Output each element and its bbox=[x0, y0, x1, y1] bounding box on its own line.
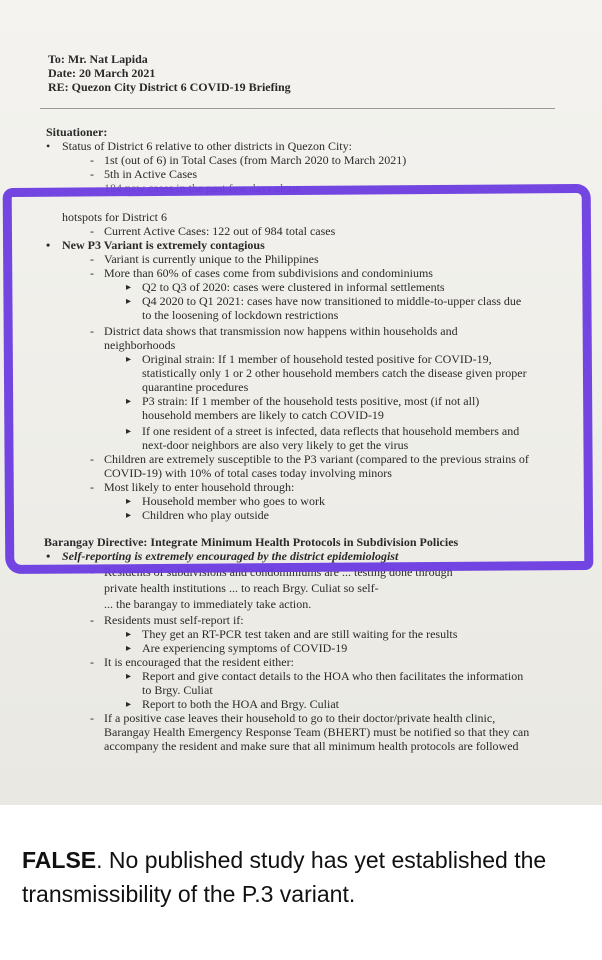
new-cases-partial: 184 new cases in the past few days alone bbox=[104, 181, 301, 195]
status-line: • Status of District 6 relative to other districts in Quezon City: bbox=[62, 140, 352, 154]
positive-case-cont1: Barangay Health Emergency Response Team (BHERT) must be notified so that they can bbox=[104, 725, 530, 739]
residents-line: - Residents of subdivisions and condominiums are ... testing done through bbox=[104, 566, 453, 580]
fact-check-caption bbox=[22, 843, 582, 911]
street-line: ▸ If one resident of a street is infected, data reflects that household members and bbox=[142, 425, 519, 439]
verdict-label: FALSE bbox=[22, 847, 97, 873]
q4-q1-line: ▸ Q4 2020 to Q1 2021: cases have now transitioned to middle-to-upper class due bbox=[142, 295, 521, 309]
symptoms-line: ▸ Are experiencing symptoms of COVID-19 bbox=[142, 642, 347, 656]
rtpcr-line: ▸ They get an RT-PCR test taken and are still waiting for the results bbox=[142, 628, 457, 642]
self-reporting: • Self-reporting is extremely encouraged by the district epidemiologist bbox=[62, 550, 398, 564]
memo-subject: RE: Quezon City District 6 COVID-19 Briefing bbox=[48, 80, 291, 94]
current-active: - Current Active Cases: 122 out of 984 total cases bbox=[104, 225, 335, 239]
header-divider bbox=[40, 108, 555, 109]
q2-q3-line: ▸ Q2 to Q3 of 2020: cases were clustered in informal settlements bbox=[142, 281, 445, 295]
original-strain: ▸ Original strain: If 1 member of household tested positive for COVID-19, bbox=[142, 353, 492, 367]
verdict-explanation: . No published study has yet established the transmissibility of the P.3 variant. bbox=[22, 847, 547, 907]
variant-unique: - Variant is currently unique to the Philippines bbox=[104, 253, 319, 267]
hotspots-line: hotspots for District 6 bbox=[62, 210, 167, 224]
via-play: ▸ Children who play outside bbox=[142, 509, 269, 523]
district-data: - District data shows that transmission now happens within households and bbox=[104, 325, 458, 339]
street-line-cont: next-door neighbors are also very likely to get the virus bbox=[142, 438, 409, 452]
p3-strain-cont: household members are likely to catch COVID-19 bbox=[142, 408, 384, 422]
district-data-cont: neighborhoods bbox=[104, 338, 176, 352]
directive-heading: Barangay Directive: Integrate Minimum Health Protocols in Subdivision Policies bbox=[44, 535, 459, 549]
residents-line-cont2: ... the barangay to immediately take action. bbox=[104, 597, 312, 611]
original-strain-cont1: statistically only 1 or 2 other household members catch the disease given proper bbox=[142, 366, 527, 380]
report-hoa-cont: to Brgy. Culiat bbox=[142, 683, 213, 697]
residents-line-cont1: private health institutions ... to reach Brgy. Culiat so self- bbox=[104, 581, 379, 595]
rank-total: - 1st (out of 6) in Total Cases (from March 2020 to March 2021) bbox=[104, 154, 406, 168]
encouraged-line: - It is encouraged that the resident either: bbox=[104, 656, 294, 670]
more-than-60: - More than 60% of cases come from subdivisions and condominiums bbox=[104, 267, 433, 281]
via-work: ▸ Household member who goes to work bbox=[142, 495, 325, 509]
positive-case-cont2: accompany the resident and make sure that all minimum health protocols are followed bbox=[104, 739, 519, 753]
children-line-cont: COVID-19) with 10% of total cases today involving minors bbox=[104, 466, 392, 480]
memo-to: To: Mr. Nat Lapida bbox=[48, 52, 148, 66]
report-both: ▸ Report to both the HOA and Brgy. Culiat bbox=[142, 698, 339, 712]
p3-heading: • New P3 Variant is extremely contagious bbox=[62, 239, 265, 253]
memo-date: Date: 20 March 2021 bbox=[48, 66, 156, 80]
report-hoa: ▸ Report and give contact details to the HOA who then facilitates the information bbox=[142, 670, 523, 684]
q4-q1-line-cont: to the loosening of lockdown restrictions bbox=[142, 308, 339, 322]
highlight-box bbox=[3, 181, 594, 574]
positive-case: - If a positive case leaves their household to go to their doctor/private health clinic, bbox=[104, 712, 495, 726]
p3-strain: ▸ P3 strain: If 1 member of the household tests positive, most (if not all) bbox=[142, 395, 479, 409]
situationer-heading: Situationer: bbox=[46, 125, 108, 139]
rank-active: - 5th in Active Cases bbox=[104, 168, 197, 182]
must-self-report: - Residents must self-report if: bbox=[104, 614, 244, 628]
most-likely: - Most likely to enter household through: bbox=[104, 481, 294, 495]
original-strain-cont2: quarantine procedures bbox=[142, 380, 249, 394]
children-line: - Children are extremely susceptible to the P3 variant (compared to the previous strains of bbox=[104, 453, 529, 467]
